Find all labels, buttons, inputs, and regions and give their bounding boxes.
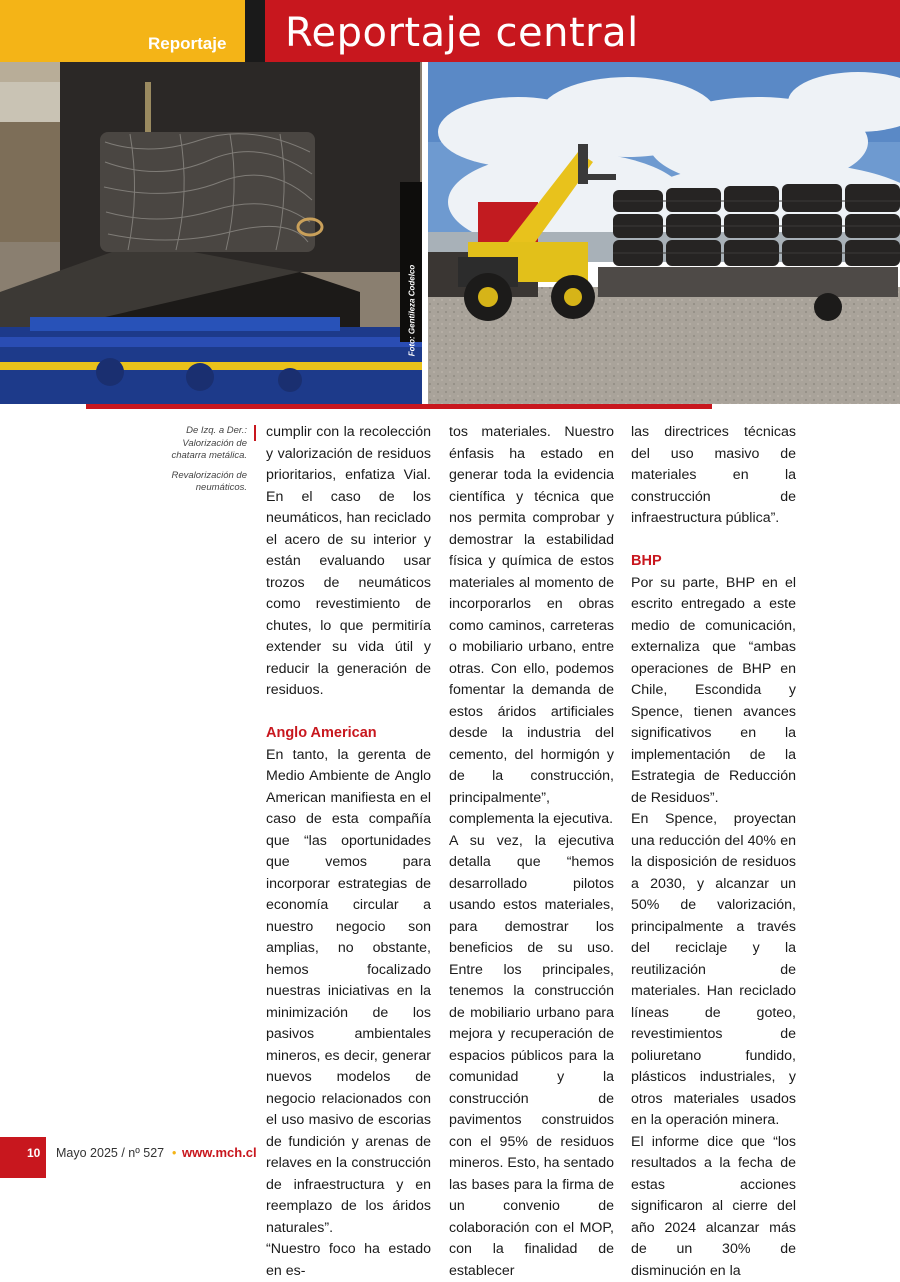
article-column-2 bbox=[449, 422, 614, 1282]
caption-left-photo: Valorización de chatarra metálica. bbox=[150, 438, 247, 462]
caption-right-photo: Revalorización de neumáticos. bbox=[150, 470, 247, 494]
paragraph: El informe dice que “los resultados a la fecha de estas acciones significaron al cierre del año 2024 alcanzar más de un 30% de disminución en la bbox=[631, 1132, 796, 1282]
article-column-3 bbox=[631, 422, 796, 1282]
paragraph: A su vez, la ejecutiva detalla que “hemos desarrollado pilotos usando estos materiales, para demostrar los beneficios de su uso. Entre los principales, tenemos la construcción de mobiliario urbano para mejora y recuperación de espacios públicos para la comunidad y la construcción de pavimentos construidos con el 95% de residuos mineros. Esto, ha sentado las bases para la firma de un convenio de colaboración con el MOP, con la finalidad de establecer bbox=[449, 831, 614, 1282]
paragraph: En Spence, proyectan una reducción del 40% en la disposición de residuos a 2030, y alcanzar un 50% de valorización, principalmente a través del reciclaje y la reutilización de materiales. Han reciclado líneas de goteo, revestimientos de poliuretano fundido, plásticos industriales, y otros materiales usados en la operación minera. bbox=[631, 809, 796, 1132]
paragraph: Por su parte, BHP en el escrito entregado a este medio de comunicación, externaliza que “ambas operaciones de BHP en Chile, Escondida y Spence, tienen avances significativos en la implementación de la Estrategia de Reducción de Residuos”. bbox=[631, 573, 796, 810]
footer-separator: • bbox=[172, 1146, 176, 1160]
photo-scrap-metal bbox=[0, 62, 422, 404]
issue-info: Mayo 2025 / nº 527 bbox=[56, 1146, 164, 1160]
photo-divider-rule bbox=[86, 404, 712, 409]
column-accent-rule bbox=[254, 425, 256, 441]
paragraph: “Nuestro foco ha estado en es- bbox=[266, 1239, 431, 1282]
subheading-anglo-american: Anglo American bbox=[266, 723, 431, 745]
page-number: 10 bbox=[27, 1146, 40, 1160]
paragraph: las directrices técnicas del uso masivo de materiales en la construcción de infraestructura pública”. bbox=[631, 422, 796, 530]
paragraph: tos materiales. Nuestro énfasis ha estado en generar toda la evidencia científica y técnica que nos permita comprobar y demostrar la estabilidad física y química de estos materiales al momento de incorporarlos en obras como caminos, carreteras o mobiliario urbano, entre otras. Con ello, podemos fomentar la demanda de estos áridos artificiales desde la industria del cemento, del hormigón y de la construcción, principalmente”, complementa la ejecutiva. bbox=[449, 422, 614, 831]
website-link[interactable]: www.mch.cl bbox=[182, 1145, 257, 1160]
paragraph: En tanto, la gerenta de Medio Ambiente de Anglo American manifiesta en el caso de esta compañía que “las oportunidades que vemos para incorporar estrategias de economía circular a nuestro negocio son amplias, no obstante, hemos focalizado nuestras iniciativas en la minimización de los pasivos ambientales mineros, es decir, generar nuevos modelos de negocio relacionados con el uso masivo de escorias de fundición y arenas de relaves en la construcción de infraestructura y en reemplazo de los áridos naturales”. bbox=[266, 745, 431, 1240]
header-divider bbox=[245, 0, 265, 62]
page-title: Reportaje central bbox=[285, 10, 639, 56]
scrap-metal-illustration bbox=[0, 62, 422, 404]
paragraph: cumplir con la recolección y valorización de residuos prioritarios, enfatiza Vial. En el caso de los neumáticos, han reciclado el acero de su interior y están evaluando usar trozos de neumáticos como revestimiento de chutes, lo que permitiría extender su vida útil y reducir la generación de residuos. bbox=[266, 422, 431, 702]
subheading-bhp: BHP bbox=[631, 551, 796, 573]
photo-tires bbox=[428, 62, 900, 404]
tires-illustration bbox=[428, 62, 900, 404]
photo-credit: Foto: Gentileza Codelco bbox=[402, 262, 416, 362]
section-label: Reportaje bbox=[148, 34, 226, 54]
article-column-1 bbox=[266, 422, 431, 1282]
caption-lead: De Izq. a Der.: bbox=[150, 425, 247, 437]
